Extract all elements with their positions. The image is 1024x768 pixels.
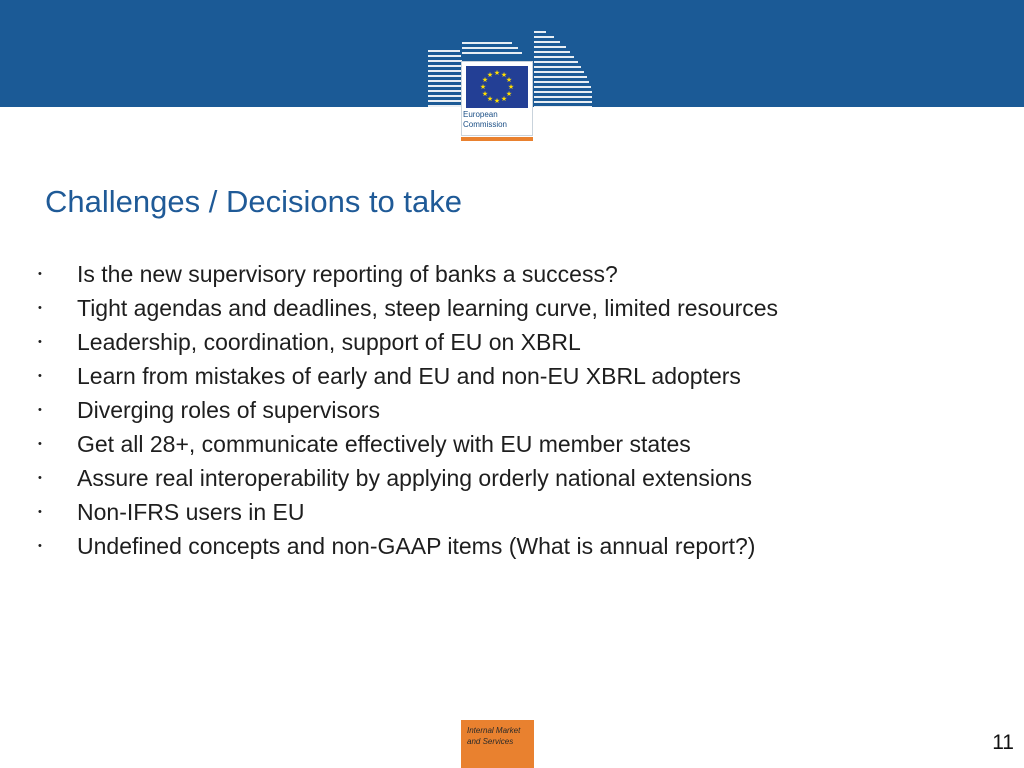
european-commission-logo — [426, 28, 594, 144]
bullet-icon: • — [38, 540, 42, 552]
bullet-text: Get all 28+, communicate effectively with EU member states — [77, 431, 691, 457]
svg-text:★: ★ — [505, 90, 513, 98]
page-number: 11 — [992, 731, 1014, 754]
svg-text:★: ★ — [493, 97, 501, 105]
bullet-text: Learn from mistakes of early and EU and non-EU XBRL adopters — [77, 363, 741, 389]
svg-text:★: ★ — [505, 76, 513, 84]
slide-title: Challenges / Decisions to take — [45, 184, 463, 219]
bullet-icon: • — [38, 302, 42, 314]
bullet-text: Diverging roles of supervisors — [77, 397, 380, 423]
bullet-text: Leadership, coordination, support of EU on XBRL — [77, 329, 581, 355]
svg-text:★: ★ — [481, 90, 489, 98]
footer-logo-line-2: and Services — [467, 737, 514, 746]
svg-text:★: ★ — [486, 95, 494, 103]
bullet-icon: • — [38, 268, 42, 280]
footer-logo-line-1: Internal Market — [467, 726, 521, 735]
bullet-text: Undefined concepts and non-GAAP items (What is annual report?) — [77, 533, 756, 559]
bullet-text: Assure real interoperability by applying orderly national extensions — [77, 465, 753, 491]
bullet-icon: • — [38, 438, 42, 450]
svg-text:★: ★ — [500, 71, 508, 79]
logo-wordmark — [463, 110, 531, 130]
logo-line-1: European — [463, 110, 498, 119]
logo-line-2: Commission — [463, 120, 508, 129]
bullet-icon: • — [38, 404, 42, 416]
bullet-icon: • — [38, 336, 42, 348]
bullet-text: Non-IFRS users in EU — [77, 499, 305, 525]
logo-orange-bar — [461, 137, 533, 141]
bullet-icon: • — [38, 370, 42, 382]
svg-text:★: ★ — [500, 95, 508, 103]
svg-text:★: ★ — [479, 83, 487, 91]
svg-text:★: ★ — [481, 76, 489, 84]
footer-logo-text — [467, 725, 533, 747]
bullet-text: Is the new supervisory reporting of banks a success? — [77, 261, 618, 287]
bullet-text: Tight agendas and deadlines, steep learning curve, limited resources — [77, 295, 779, 321]
bullet-icon: • — [38, 506, 42, 518]
eu-flag-icon — [462, 64, 532, 108]
svg-text:★: ★ — [493, 69, 501, 77]
svg-text:★: ★ — [507, 83, 515, 91]
internal-market-logo — [461, 720, 534, 768]
bullet-icon: • — [38, 472, 42, 484]
svg-text:★: ★ — [486, 71, 494, 79]
